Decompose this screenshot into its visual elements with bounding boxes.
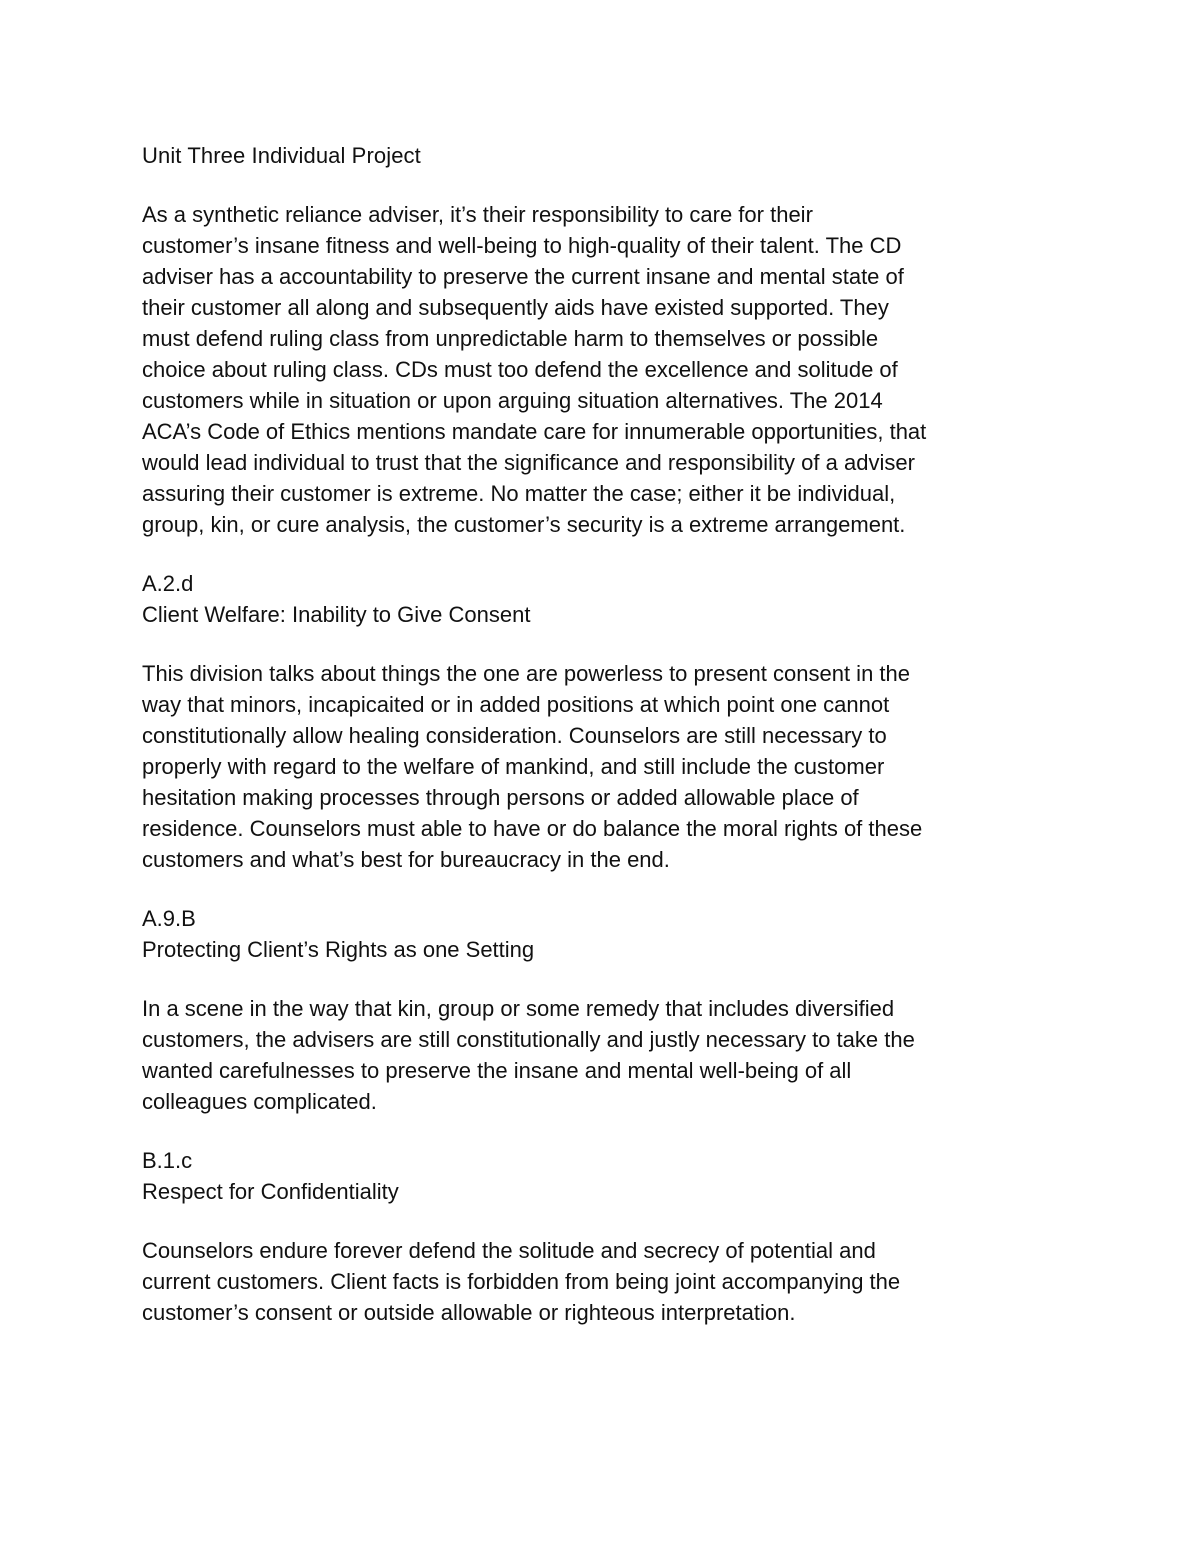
section-code: A.9.B (142, 906, 196, 931)
paragraph-line: their customer all along and subsequently aids have existed supported. They (142, 295, 889, 320)
document-body (142, 140, 1062, 1328)
spacer (142, 1207, 1062, 1235)
spacer (142, 1117, 1062, 1145)
section-heading: Protecting Client’s Rights as one Setting (142, 937, 535, 962)
paragraph-line: assuring their customer is extreme. No matter the case; either it be individual, (142, 481, 896, 506)
section-code: B.1.c (142, 1148, 193, 1173)
paragraph-line: customers, the advisers are still constitutionally and justly necessary to take the (142, 1027, 915, 1052)
document-title: Unit Three Individual Project (142, 143, 421, 168)
paragraph-line: colleagues complicated. (142, 1089, 377, 1114)
paragraph-line: wanted carefulnesses to preserve the insane and mental well-being of all (142, 1058, 852, 1083)
spacer (142, 630, 1062, 658)
paragraph-line: customers while in situation or upon arguing situation alternatives. The 2014 (142, 388, 883, 413)
intro-paragraph (142, 199, 1062, 540)
paragraph-line: adviser has a accountability to preserve the current insane and mental state of (142, 264, 904, 289)
paragraph-line: properly with regard to the welfare of mankind, and still include the customer (142, 754, 885, 779)
spacer (142, 540, 1062, 568)
paragraph-line: This division talks about things the one are powerless to present consent in the (142, 661, 911, 686)
paragraph-line: must defend ruling class from unpredictable harm to themselves or possible (142, 326, 879, 351)
paragraph-line: group, kin, or cure analysis, the customer’s security is a extreme arrangement. (142, 512, 906, 537)
section-heading: Client Welfare: Inability to Give Consent (142, 602, 531, 627)
paragraph-line: ACA’s Code of Ethics mentions mandate care for innumerable opportunities, that (142, 419, 927, 444)
paragraph-line: customer’s insane fitness and well-being to high-quality of their talent. The CD (142, 233, 902, 258)
paragraph-line: customers and what’s best for bureaucracy in the end. (142, 847, 670, 872)
spacer (142, 875, 1062, 903)
paragraph-line: would lead individual to trust that the significance and responsibility of a adviser (142, 450, 915, 475)
section-a9b (142, 903, 1062, 1117)
paragraph-line: As a synthetic reliance adviser, it’s their responsibility to care for their (142, 202, 813, 227)
spacer (142, 171, 1062, 199)
paragraph-line: constitutionally allow healing consideration. Counselors are still necessary to (142, 723, 887, 748)
section-a2d (142, 568, 1062, 875)
paragraph-line: hesitation making processes through persons or added allowable place of (142, 785, 859, 810)
paragraph-line: residence. Counselors must able to have or do balance the moral rights of these (142, 816, 923, 841)
spacer (142, 965, 1062, 993)
paragraph-line: current customers. Client facts is forbidden from being joint accompanying the (142, 1269, 901, 1294)
paragraph-line: way that minors, incapicaited or in added positions at which point one cannot (142, 692, 890, 717)
section-heading: Respect for Confidentiality (142, 1179, 399, 1204)
section-b1c (142, 1145, 1062, 1328)
paragraph-line: customer’s consent or outside allowable or righteous interpretation. (142, 1300, 796, 1325)
paragraph-line: choice about ruling class. CDs must too defend the excellence and solitude of (142, 357, 898, 382)
section-code: A.2.d (142, 571, 194, 596)
paragraph-line: Counselors endure forever defend the solitude and secrecy of potential and (142, 1238, 876, 1263)
paragraph-line: In a scene in the way that kin, group or some remedy that includes diversified (142, 996, 895, 1021)
